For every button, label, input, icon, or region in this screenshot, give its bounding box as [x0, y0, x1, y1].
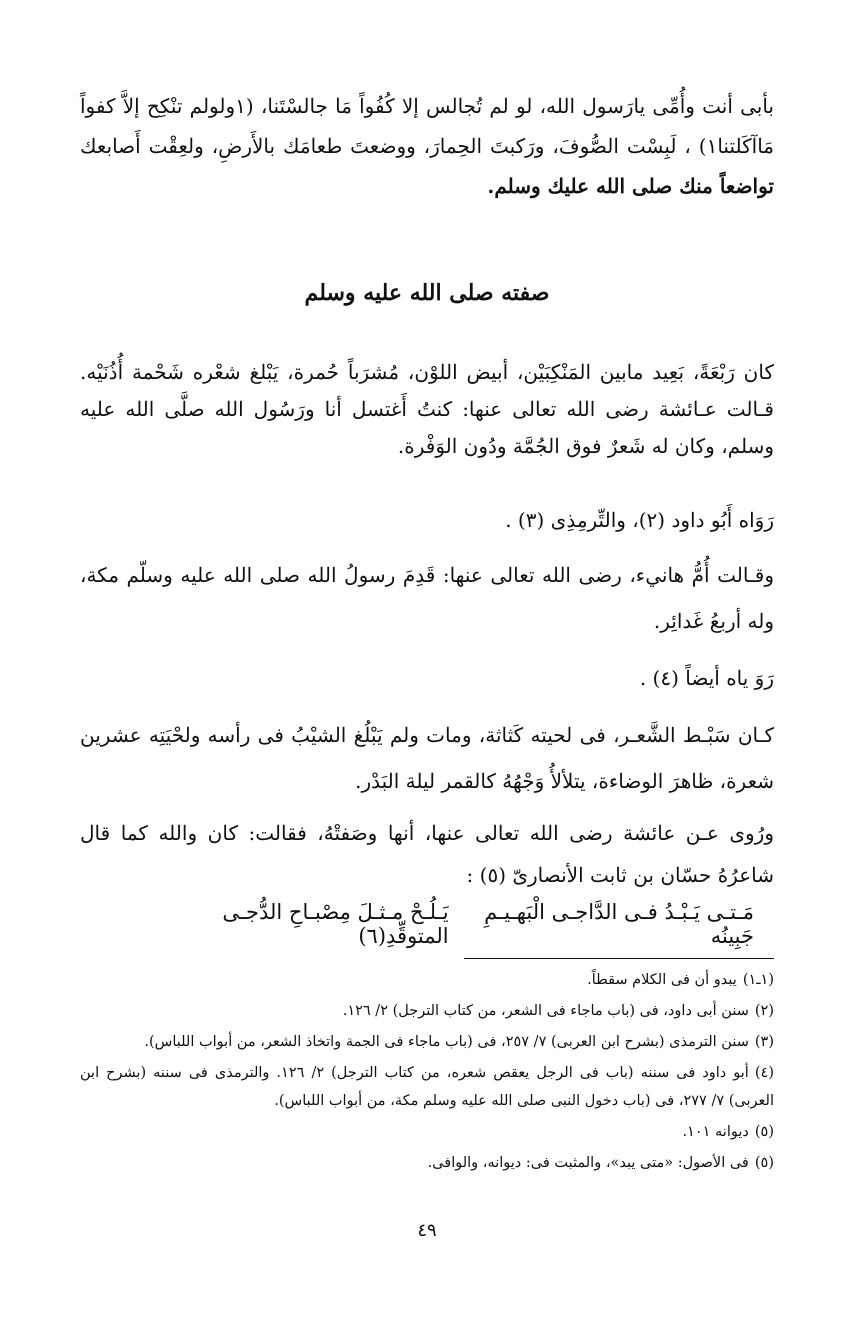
footnote-text: سنن أبى داود، فى (باب ماجاء فى الشعر، من كتاب الترجل) ٢/ ١٢٦.: [342, 1003, 749, 1019]
footnote-item: [80, 997, 774, 1025]
footnote-number: (٤): [754, 1065, 774, 1081]
footnote-item: [80, 1149, 774, 1177]
section-heading: صفته صلى الله عليه وسلم: [304, 280, 550, 306]
poem-verse: [140, 900, 754, 948]
footnote-number: (٢): [754, 1003, 774, 1019]
footnote-text: أبو داود فى سننه (باب فى الرجل يعقص شعره، من كتاب الترجل) ٢/ ١٢٦. والترمذى فى سننه (بشرح ابن العربى) ٧/ ٢٧٧، فى (باب دخول النبى صلى الله عليه وسلم مكة، من أبواب اللباس).: [80, 1065, 774, 1109]
footnote-text: يبدو أن فى الكلام سقطاً.: [587, 972, 737, 988]
footnote-item: [80, 1118, 774, 1146]
footnotes-list: [80, 966, 774, 1180]
footnote-text: فى الأصول: «متى يبد»، والمثبت فى: ديوانه، والوافى.: [427, 1155, 749, 1171]
verse-first-hemistich: مَـتـى يَـبْـدُ فـى الدَّاجـى الْبَهـيـمِ جَبِينُه: [484, 900, 754, 948]
footnote-text: ديوانه ١٠١.: [682, 1124, 749, 1140]
paragraph-narration-2: رَوَ ياه أيضاً (٤) .: [639, 666, 774, 690]
page-number: ٤٩: [417, 1220, 437, 1241]
footnote-number: (٥): [754, 1124, 774, 1140]
footnote-number: (٣): [754, 1034, 774, 1050]
paragraph-narration-1: رَوَاه أَبُو داود (٢)، والتِّرمِذِى (٣) .: [505, 508, 774, 532]
footnote-item: [80, 1028, 774, 1056]
intro-bold-text: تواضعاً منك صلى الله عليك وسلم.: [487, 174, 774, 198]
paragraph-hair: كـان سَبْـط الشَّعـر، فى لحيته كَثاثة، ومات ولم يَبْلُغ الشيْبُ فى رأسه ولحْيَتِه عشرين شعرة، ظاهرَ الوضاءة، يتلألأُ وَجْهُهُ كالقمر ليلة البَدْر.: [80, 723, 774, 793]
footnote-text: سنن الترمذى (بشرح ابن العربى) ٧/ ٢٥٧، فى (باب ماجاء فى الجمة واتخاذ الشعر، من أبواب اللباس).: [144, 1034, 749, 1050]
paragraph-aisha: ورُوى عـن عائشة رضى الله تعالى عنها، أنها وصَفتْهُ، فقالت: كان والله كما قال شاعرُهُ حسّان بن ثابت الأنصارىّ (٥) :: [80, 821, 774, 887]
footnote-number: (١ـ١): [742, 972, 774, 988]
footnote-item: [80, 966, 774, 994]
intro-text: بأبى أنت وأُمِّى يارَسول الله، لو لم تُجالس إلا كُفُواً مَا جالسْتَنا، (١ولولم تنْكِح إلاَّ كفواً مَاآكَلتنا١) ، لَبِسْت الصُّوفَ، ورَكبتَ الحِمارَ، ووضعتَ طعامَك بالأَرضِ، ولعِقْت أَصابعك: [80, 94, 775, 158]
footnote-number: (٥): [754, 1155, 774, 1171]
intro-paragraph: [80, 86, 774, 206]
footnote-divider: [464, 958, 774, 959]
footnote-item: [80, 1059, 774, 1115]
verse-second-hemistich: يَـلُـحْ مـثـلَ مِصْبـاحِ الدُّجـى المتوقِّدِ(٦): [222, 900, 449, 948]
paragraph-description: كان رَبْعَةً، بَعِيد مابين المَنْكِبَيْن، أبيض اللوْن، مُشرَباً حُمرة، يَبْلغ شعْره شَحْمة أُذُنَيْه. قـالت عـائشة رضى الله تعالى عنها: كنتُ أَغتسل أنا ورَسُول الله صلَّى الله عليه وسلم، وكان له شَعرٌ فوق الجُمَّة ودُون الوَفْرة.: [80, 360, 774, 458]
paragraph-umm-hani: وقـالت أُمُّ هانيء، رضى الله تعالى عنها: قَدِمَ رسولُ الله صلى الله عليه وسلّم مكة، وله أربعُ غَدائِر.: [80, 563, 774, 633]
